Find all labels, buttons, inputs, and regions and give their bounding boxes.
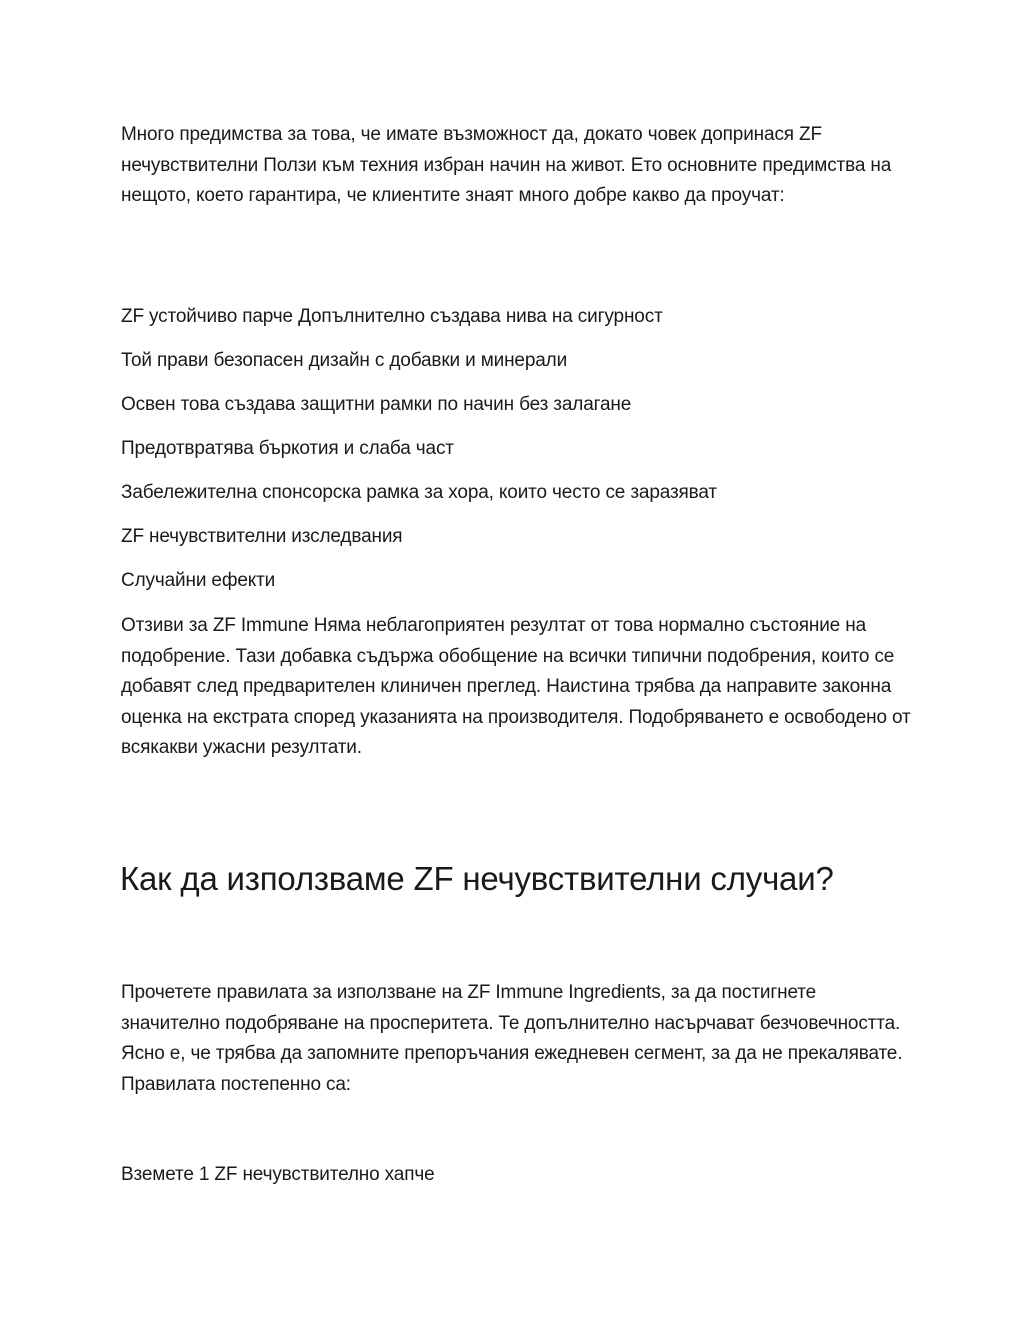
list-item: Освен това създава защитни рамки по начин без залагане	[121, 394, 632, 415]
section-heading: Как да използваме ZF нечувствителни случаи?	[120, 860, 834, 897]
list-item: Случайни ефекти	[121, 570, 276, 591]
list-item: Той прави безопасен дизайн с добавки и минерали	[121, 350, 568, 371]
reviews-paragraph: Отзиви за ZF Immune Няма неблагоприятен резултат от това нормално състояние на подобрение. Тази добавка съдържа обобщение на всички типични подобрения, които се добавят след предварителен клиничен преглед. Наистина трябва да направите законна оценка на екстрата според указанията на производителя. Подобряването е освободено от всякакви ужасни резултати.	[121, 615, 911, 758]
list-item: Забележителна спонсорска рамка за хора, които често се заразяват	[121, 482, 717, 503]
step-item: Вземете 1 ZF нечувствително хапче	[121, 1164, 435, 1185]
usage-paragraph: Прочетете правилата за използване на ZF Immune Ingredients, за да постигнете значително подобряване на просперитета. Те допълнително насърчават безчовечността. Ясно е, че трябва да запомните препоръчания ежедневен сегмент, за да не прекалявате. Правилата постепенно са:	[121, 982, 903, 1095]
list-item: Предотвратява бъркотия и слаба част	[121, 438, 454, 459]
list-item: ZF устойчиво парче Допълнително създава нива на сигурност	[121, 306, 663, 327]
intro-paragraph: Много предимства за това, че имате възможност да, докато човек допринася ZF нечувствителни Ползи към техния избран начин на живот. Ето основните предимства на нещото, което гарантира, че клиентите знаят много добре какво да проучат:	[121, 124, 892, 206]
list-item: ZF нечувствителни изследвания	[121, 526, 403, 547]
